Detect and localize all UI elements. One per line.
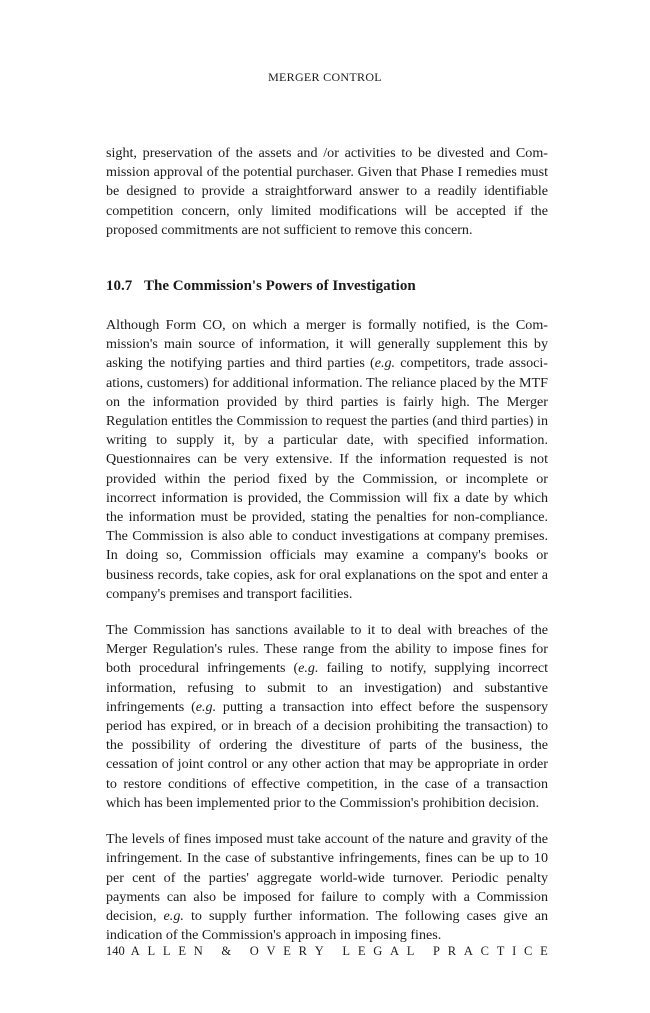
body-paragraph: Although Form CO, on which a merger is formally notified, is the Commission's main source of information, it will generally supplement this by asking the notifying parties and third parties (e.g. competitors, trade associations, customers) for additional information. The reliance placed by the MTF on the information provided by third parties is fairly high. The Merger Regulation entitles the Commission to request the parties (and third parties) in writing to supply it, by a particular date, with specified information. Questionnaires can be very extensive. If the information requested is not provided within the period fixed by the Commission, or incomplete or incorrect information is provided, the Commission will fix a date by which the information must be provided, stating the penalties for non-compliance. The Commission is also able to conduct investigations at company premises. In doing so, Commission officials may examine a company's books or business records, take copies, ask for oral explanations on the spot and enter a company's premises and transport facilities. <box>106 317 548 602</box>
section-number: 10.7 <box>106 278 133 295</box>
running-head: MERGER CONTROL <box>268 70 382 84</box>
page-number: 140 <box>106 944 125 958</box>
body-paragraph: The levels of fines imposed must take account of the nature and gravity of the infringement. In the case of substantive infringements, fines can be up to 10 per cent of the parties' aggregate world-wide turnover. Periodic penalty payments can also be imposed for failure to comply with a Commission decision, e.g. to supply further information. The following cases give an indication of the Commission's approach in imposing fines. <box>106 831 549 944</box>
publisher-imprint: A L L E N & O V E R Y L E G A L P R A C T I C E <box>130 944 548 958</box>
body-paragraph: sight, preservation of the assets and /or activities to be divested and Commission approval of the potential purchaser. Given that Phase I remedies must be designed to provide a straightforward answer to a readily identifiable competition concern, only limited modifications will be accepted if the proposed commitments are not sufficient to remove this concern. <box>106 145 548 238</box>
page-footer <box>106 944 548 959</box>
body-paragraph: The Commission has sanctions available to it to deal with breaches of the Merger Regulation's rules. These range from the ability to impose fines for both procedural infringements (e.g. failing to notify, supplying incorrect information, refusing to submit to an investigation) and substantive infringements (e.g. putting a transaction into effect before the suspensory period has expired, or in breach of a decision prohibiting the transaction) to the possibility of ordering the divestiture of parts of the business, the cessation of joint control or any other action that may be appropriate in order to restore conditions of effective competition, in the case of a transaction which has been implemented prior to the Commission's prohibition decision. <box>106 622 549 811</box>
section-heading <box>106 276 548 296</box>
section-title: The Commission's Powers of Investigation <box>144 278 416 295</box>
page-body <box>106 144 548 945</box>
